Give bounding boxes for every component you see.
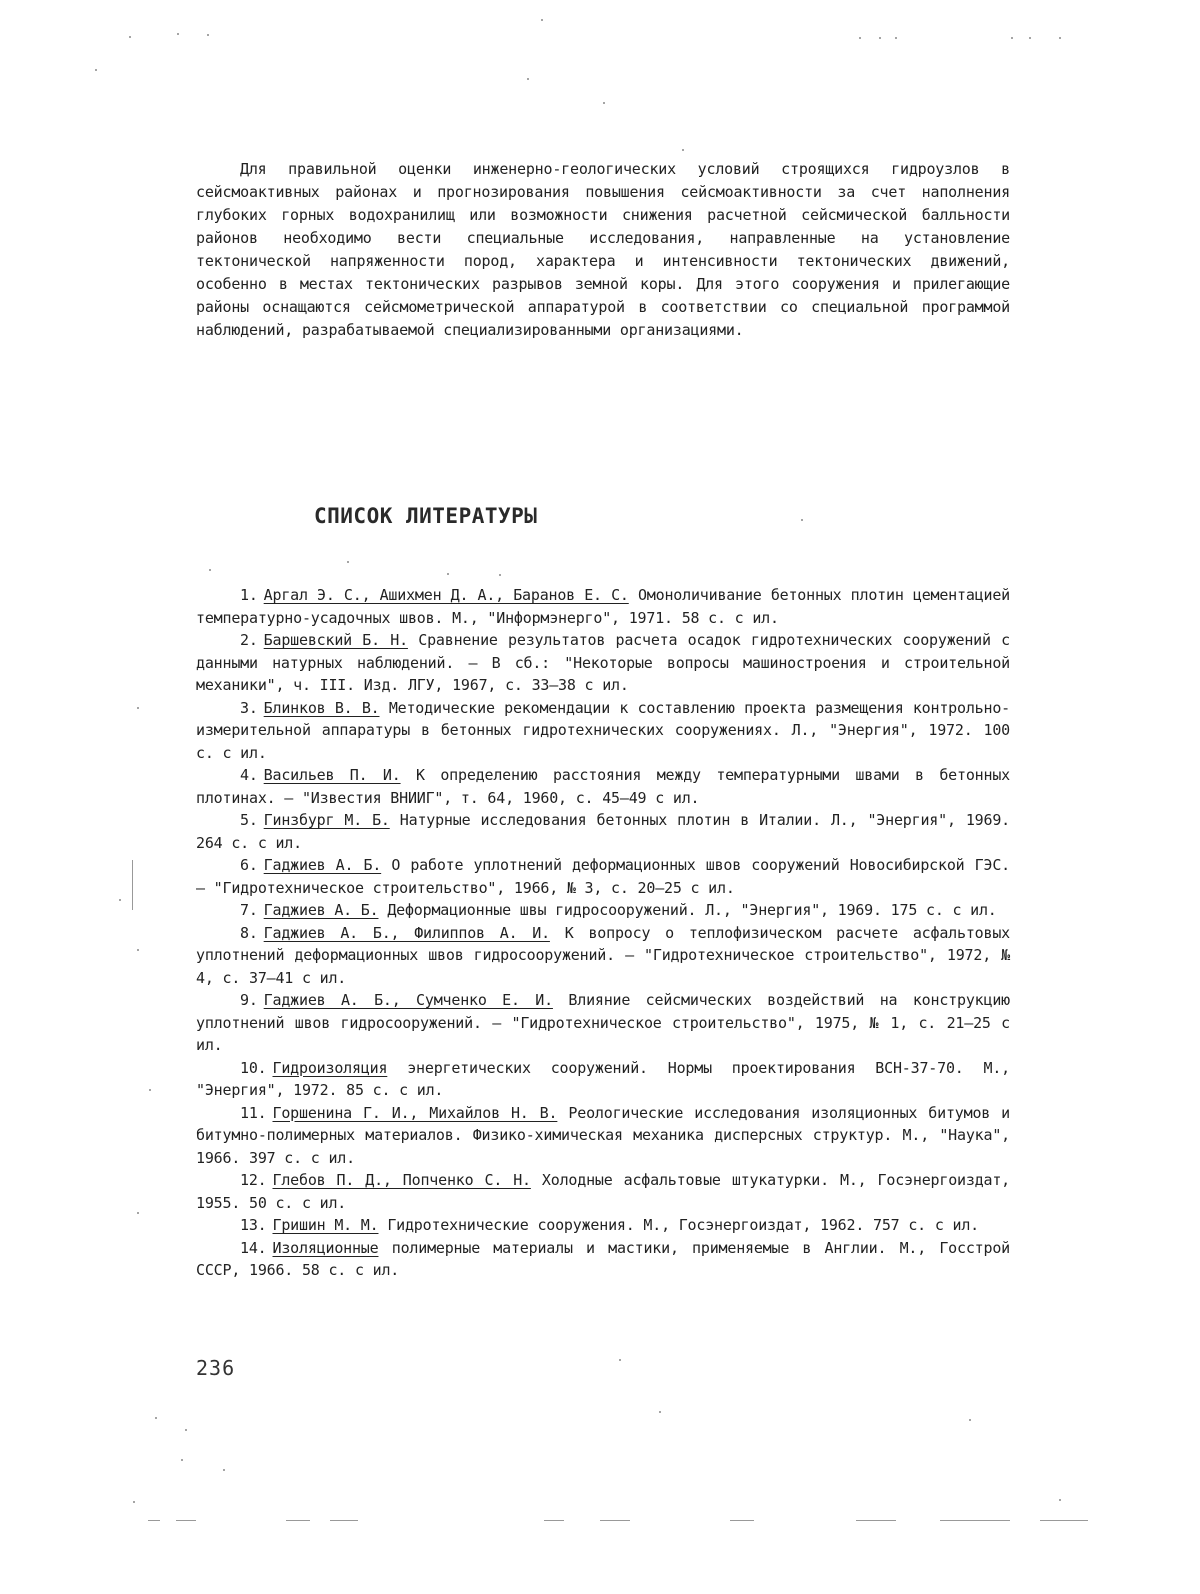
reference-list (196, 584, 1010, 1282)
reference-number: 14. (240, 1238, 267, 1257)
reference-authors: Гаджиев А. Б. (263, 856, 382, 874)
reference-authors: Глебов П. Д., Попченко С. Н. (272, 1171, 531, 1189)
reference-item (196, 764, 1010, 809)
reference-item (196, 809, 1010, 854)
reference-item (196, 1237, 1010, 1282)
reference-text: Реологические исследования изоляционных битумов и битумно-полимерных материалов. Физико-химическая механика дисперсных структур. М., "Наука", 1966. 397 с. с ил. (196, 1103, 1010, 1167)
reference-text: энергетических сооружений. Нормы проектирования ВСН-37-70. М., "Энергия", 1972. 85 с. с ил. (196, 1058, 1010, 1099)
reference-item (196, 899, 1010, 922)
reference-number: 11. (240, 1103, 267, 1122)
reference-authors: Горшенина Г. И., Михайлов Н. В. (272, 1103, 558, 1122)
reference-item (196, 584, 1010, 629)
reference-number: 10. (240, 1058, 267, 1077)
reference-item (196, 1057, 1010, 1102)
reference-authors: Баршевский Б. Н. (263, 631, 408, 649)
reference-text: Натурные исследования бетонных плотин в Италии. Л., "Энергия", 1969. 264 с. с ил. (196, 811, 1010, 852)
reference-authors: Гинзбург М. Б. (263, 811, 390, 829)
page-number: 236 (196, 1356, 236, 1380)
reference-item (196, 629, 1010, 697)
reference-number: 7. (240, 901, 258, 919)
reference-authors: Васильев П. И. (263, 766, 401, 784)
reference-authors: Гидроизоляция (272, 1058, 388, 1077)
reference-text: Влияние сейсмических воздействий на конструкцию уплотнений швов гидросооружений. – "Гидротехническое строительство", 1975, № 1, с. 21–25 с ил. (196, 991, 1010, 1054)
reference-item (196, 1102, 1010, 1170)
reference-number: 8. (240, 923, 258, 942)
reference-text: К вопросу о теплофизическом расчете асфальтовых уплотнений деформационных швов гидросооружений. – "Гидротехническое строительство", 1972, № 4, с. 37–41 с ил. (196, 923, 1010, 987)
reference-number: 5. (240, 811, 258, 829)
reference-number: 6. (240, 856, 258, 874)
reference-text: Омоноличивание бетонных плотин цементацией температурно-усадочных швов. М., "Информэнерго", 1971. 58 с. с ил. (196, 586, 1010, 627)
reference-text: Сравнение результатов расчета осадок гидротехнических сооружений с данными натурных наблюдений. – В сб.: "Некоторые вопросы машиностроения и строительной механики", ч. III. Изд. ЛГУ, 1967, с. 33–38 с ил. (196, 631, 1010, 694)
reference-text: Холодные асфальтовые штукатурки. М., Госэнергоиздат, 1955. 50 с. с ил. (196, 1171, 1011, 1212)
intro-paragraph: Для правильной оценки инженерно-геологических условий строящихся гидроузлов в сейсмоактивных районах и прогнозирования повышения сейсмоактивности за счет наполнения глубоких горных водохранилищ или возможности снижения расчетной сейсмической балльности районов необходимо вести специальные исследования, направленные на установление тектонической напряженности пород, характера и интенсивности тектонических движений, особенно в местах тектонических разрывов земной коры. Для этого сооружения и прилегающие районы оснащаются сейсмометрической аппаратурой в соответствии со специальной программой наблюдений, разрабатываемой специализированными организациями. (196, 160, 1010, 339)
reference-number: 2. (240, 631, 258, 649)
reference-item (196, 1214, 1010, 1237)
reference-authors: Аргал Э. С., Ашихмен Д. А., Баранов Е. С. (263, 586, 629, 604)
reference-text: Методические рекомендации к составлению проекта размещения контрольно-измерительной аппаратуры в бетонных гидротехнических сооружениях. Л., "Энергия", 1972. 100 с. с ил. (196, 698, 1010, 762)
reference-number: 1. (240, 586, 258, 604)
reference-number: 4. (240, 766, 258, 784)
reference-item (196, 989, 1010, 1057)
reference-item (196, 854, 1010, 899)
reference-number: 9. (240, 991, 258, 1009)
bibliography-heading: СПИСОК ЛИТЕРАТУРЫ (314, 504, 538, 528)
reference-item (196, 922, 1010, 990)
reference-item (196, 1169, 1010, 1214)
reference-text: полимерные материалы и мастики, применяемые в Англии. М., Госстрой СССР, 1966. 58 с. с ил. (196, 1238, 1010, 1279)
reference-text: О работе уплотнений деформационных швов сооружений Новосибирской ГЭС. – "Гидротехническое строительство", 1966, № 3, с. 20–25 с ил. (196, 856, 1010, 897)
reference-authors: Гришин М. М. (272, 1216, 379, 1234)
reference-authors: Гаджиев А. Б., Филиппов А. И. (263, 923, 550, 942)
reference-authors: Гаджиев А. Б. (263, 901, 379, 919)
reference-authors: Изоляционные (272, 1238, 379, 1257)
reference-text: Гидротехнические сооружения. М., Госэнергоиздат, 1962. 757 с. с ил. (378, 1216, 979, 1234)
reference-text: Деформационные швы гидросооружений. Л., "Энергия", 1969. 175 с. с ил. (378, 901, 997, 919)
reference-authors: Блинков В. В. (263, 698, 380, 717)
reference-number: 12. (240, 1171, 267, 1189)
reference-number: 3. (240, 698, 258, 717)
reference-text: К определению расстояния между температурными швами в бетонных плотинах. – "Известия ВНИИГ", т. 64, 1960, с. 45–49 с ил. (196, 766, 1010, 807)
reference-item (196, 697, 1010, 765)
reference-number: 13. (240, 1216, 267, 1234)
reference-authors: Гаджиев А. Б., Сумченко Е. И. (263, 991, 553, 1009)
